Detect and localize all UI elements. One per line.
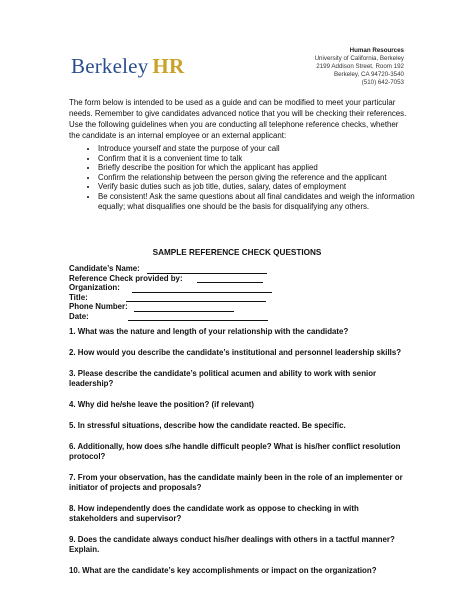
address-block (315, 47, 404, 87)
guidelines-list (69, 144, 428, 211)
question-item: 4. Why did he/she leave the position? (if relevant) (69, 400, 255, 409)
guideline-item: • Be consistent! Ask the same questions about all final candidates and weigh the information equally; what disqualifies one should be the basis for disqualifying any others. (98, 192, 428, 211)
berkeley-hr-logo (71, 54, 184, 79)
blank-line[interactable] (147, 265, 267, 274)
question-item: 9. Does the candidate always conduct his/her dealings with others in a tactful manner? Explain. (69, 535, 395, 554)
guideline-item: • Verify basic duties such as job title, duties, salary, dates of employment (98, 182, 428, 192)
field-label: Candidate’s Name: (69, 264, 140, 273)
blank-line[interactable] (197, 274, 263, 283)
question-item: 5. In stressful situations, describe how the candidate reacted. Be specific. (69, 421, 346, 430)
field-label: Reference Check provided by: (69, 273, 183, 283)
field-label: Organization: (69, 283, 120, 292)
guideline-item: • Briefly describe the position for which the applicant has applied (98, 163, 428, 173)
field-organization (69, 283, 272, 293)
question-item: 7. From your observation, has the candidate mainly been in the role of an implementer or initiator of projects and proposals? (69, 473, 403, 492)
blank-line[interactable] (128, 312, 268, 321)
field-phone (69, 302, 272, 312)
address-phone: (510) 642-7053 (361, 79, 404, 86)
blank-line[interactable] (132, 284, 272, 293)
question-item: 6. Additionally, how does s/he handle difficult people? What is his/her conflict resolution protocol? (69, 442, 401, 461)
question-item: 1. What was the nature and length of your relationship with the candidate? (69, 327, 349, 336)
field-label: Phone Number: (69, 302, 128, 311)
address-line: 2199 Addison Street, Room 192 (316, 63, 404, 70)
section-title: SAMPLE REFERENCE CHECK QUESTIONS (152, 248, 322, 257)
field-date (69, 312, 272, 322)
guideline-item: • Introduce yourself and state the purpose of your call (98, 144, 428, 154)
question-item: 2. How would you describe the candidate’s institutional and personnel leadership skills? (69, 348, 402, 357)
address-dept: Human Resources (349, 47, 404, 54)
field-reference-by (69, 274, 272, 284)
question-item: 10. What are the candidate’s key accomplishments or impact on the organization? (69, 566, 377, 575)
field-label: Date: (69, 311, 89, 321)
question-item: 8. How independently does the candidate work as oppose to checking in with stakeholders and supervisor? (69, 504, 359, 523)
logo-hr: HR (152, 54, 185, 78)
intro-paragraph: The form below is intended to be used as a guide and can be modified to meet your particular needs. Remember to give candidates advanced notice that you will be checking their references. Use the following guidelines when you are conducting all telephone reference checks, whether the candidate is an internal employee or an external applicant: (69, 98, 407, 140)
logo-word: Berkeley (71, 54, 149, 78)
candidate-fields (69, 264, 272, 321)
field-title (69, 293, 272, 303)
question-item: 3. Please describe the candidate’s political acumen and ability to work with senior leadership? (69, 369, 377, 388)
field-label: Title: (69, 292, 88, 302)
guideline-item: • Confirm that it is a convenient time to talk (98, 154, 428, 164)
questions-list (69, 327, 409, 587)
address-line: University of California, Berkeley (314, 55, 404, 62)
address-line: Berkeley, CA 94720-3540 (333, 71, 404, 78)
blank-line[interactable] (134, 303, 234, 312)
guideline-item: • Confirm the relationship between the person giving the reference and the applicant (98, 173, 428, 183)
field-candidate-name (69, 264, 272, 274)
blank-line[interactable] (126, 293, 266, 302)
